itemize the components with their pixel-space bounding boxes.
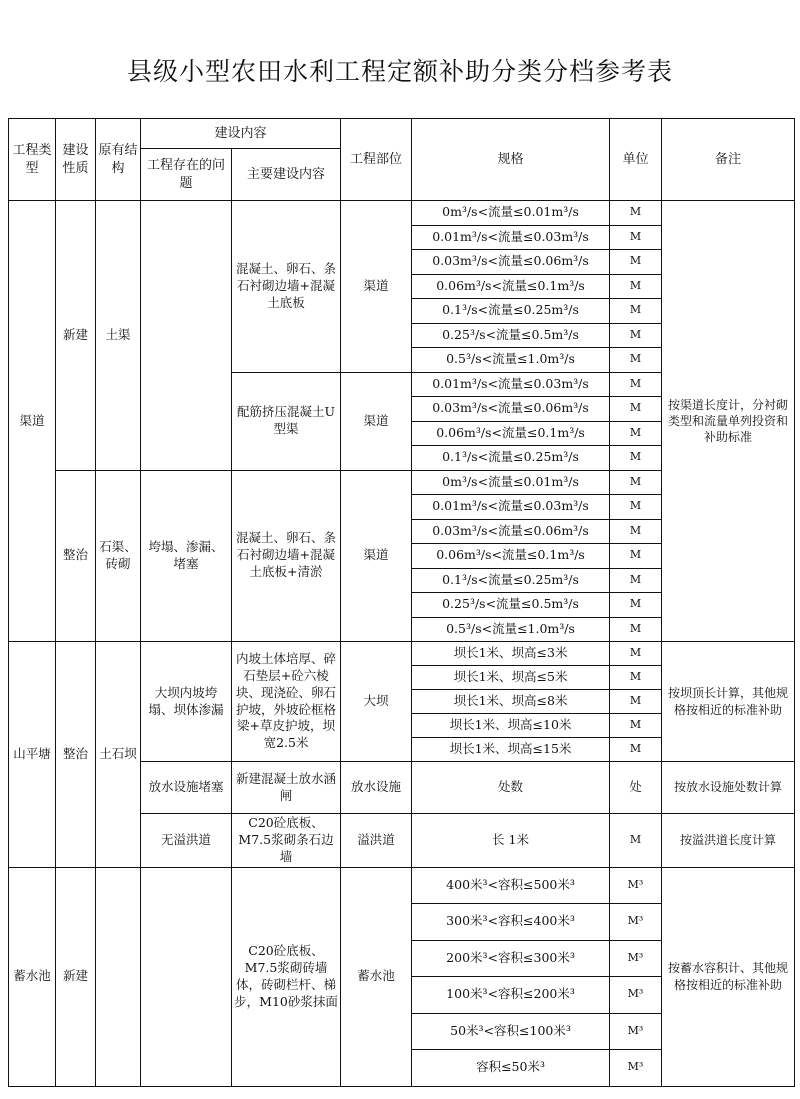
header-nature: 建设性质	[56, 119, 96, 201]
pond-type: 山平塘	[9, 642, 56, 868]
table-row	[9, 867, 795, 904]
unit-cell: M	[610, 274, 662, 299]
tank-main: C20砼底板、M7.5浆砌砖墙体，砖砌栏杆、梯步，M10砂浆抹面	[232, 867, 341, 1086]
page-title: 县级小型农田水利工程定额补助分类分档参考表	[126, 57, 673, 86]
spec-cell: 0.03m³/s<流量≤0.06m³/s	[412, 519, 610, 544]
canal-new-nature: 新建	[56, 201, 96, 471]
unit-cell: M	[610, 225, 662, 250]
canal-fix-problem: 垮塌、渗漏、堵塞	[141, 470, 232, 642]
spec-cell: 0.1³/s<流量≤0.25m³/s	[412, 446, 610, 471]
header-problem: 工程存在的问题	[141, 149, 232, 201]
spec-cell: 0.25³/s<流量≤0.5m³/s	[412, 593, 610, 618]
canal-fix-nature: 整治	[56, 470, 96, 642]
pond-remark-1: 按坝顶长计算，其他规格按相近的标准补助	[662, 642, 795, 762]
unit-cell: M	[610, 397, 662, 422]
canal-part-3: 渠道	[341, 470, 412, 642]
unit-cell: M³	[610, 940, 662, 977]
pond-part-1: 大坝	[341, 642, 412, 762]
pond-problem-3: 无溢洪道	[141, 814, 232, 868]
spec-cell: 0m³/s<流量≤0.01m³/s	[412, 470, 610, 495]
header-content: 建设内容	[141, 119, 341, 149]
spec-cell: 0.06m³/s<流量≤0.1m³/s	[412, 544, 610, 569]
canal-new-problem	[141, 201, 232, 471]
unit-cell: M	[610, 617, 662, 642]
unit-cell: M	[610, 714, 662, 738]
pond-remark-3: 按溢洪道长度计算	[662, 814, 795, 868]
table-row	[9, 642, 795, 666]
canal-part-2: 渠道	[341, 372, 412, 470]
spec-cell: 0.25³/s<流量≤0.5m³/s	[412, 323, 610, 348]
unit-cell: M	[610, 201, 662, 226]
spec-cell: 0.1³/s<流量≤0.25m³/s	[412, 299, 610, 324]
pond-main-2: 新建混凝土放水涵闸	[232, 762, 341, 814]
unit-cell: M	[610, 519, 662, 544]
pond-spec-2: 处数	[412, 762, 610, 814]
spec-cell: 50米³<容积≤100米³	[412, 1013, 610, 1050]
unit-cell: M³	[610, 1013, 662, 1050]
pond-unit-2: 处	[610, 762, 662, 814]
spec-cell: 坝长1米、坝高≤3米	[412, 642, 610, 666]
spec-cell: 0.01m³/s<流量≤0.03m³/s	[412, 225, 610, 250]
unit-cell: M	[610, 421, 662, 446]
canal-fix-structure: 石渠、砖砌	[96, 470, 141, 642]
spec-cell: 0.06m³/s<流量≤0.1m³/s	[412, 274, 610, 299]
pond-part-3: 溢洪道	[341, 814, 412, 868]
unit-cell: M	[610, 470, 662, 495]
spec-cell: 0.5³/s<流量≤1.0m³/s	[412, 348, 610, 373]
spec-cell: 200米³<容积≤300米³	[412, 940, 610, 977]
unit-cell: M	[610, 738, 662, 762]
spec-cell: 容积≤50米³	[412, 1050, 610, 1087]
unit-cell: M	[610, 250, 662, 275]
tank-nature: 新建	[56, 867, 96, 1086]
pond-structure: 土石坝	[96, 642, 141, 868]
pond-unit-3: M	[610, 814, 662, 868]
unit-cell: M³	[610, 867, 662, 904]
pond-problem-1: 大坝内坡垮塌、坝体渗漏	[141, 642, 232, 762]
spec-cell: 300米³<容积≤400米³	[412, 904, 610, 941]
pond-remark-2: 按放水设施处数计算	[662, 762, 795, 814]
unit-cell: M	[610, 666, 662, 690]
table-row	[9, 119, 795, 149]
unit-cell: M	[610, 446, 662, 471]
canal-main-1: 混凝土、卵石、条石衬砌边墙+混凝土底板	[232, 201, 341, 373]
header-main: 主要建设内容	[232, 149, 341, 201]
tank-type: 蓄水池	[9, 867, 56, 1086]
header-remark: 备注	[662, 119, 795, 201]
spec-cell: 0.1³/s<流量≤0.25m³/s	[412, 568, 610, 593]
unit-cell: M	[610, 348, 662, 373]
unit-cell: M	[610, 299, 662, 324]
canal-main-2: 配筋挤压混凝土U型渠	[232, 372, 341, 470]
tank-structure	[96, 867, 141, 1086]
pond-nature: 整治	[56, 642, 96, 868]
canal-main-3: 混凝土、卵石、条石衬砌边墙+混凝土底板+清淤	[232, 470, 341, 642]
unit-cell: M³	[610, 1050, 662, 1087]
subsidy-table	[8, 118, 795, 1087]
unit-cell: M	[610, 690, 662, 714]
unit-cell: M	[610, 495, 662, 520]
canal-remark: 按渠道长度计，分衬砌类型和流量单列投资和补助标准	[662, 201, 795, 642]
unit-cell: M	[610, 323, 662, 348]
pond-part-2: 放水设施	[341, 762, 412, 814]
canal-part-1: 渠道	[341, 201, 412, 373]
unit-cell: M	[610, 593, 662, 618]
tank-part: 蓄水池	[341, 867, 412, 1086]
pond-main-3: C20砼底板、M7.5浆砌条石边墙	[232, 814, 341, 868]
header-part: 工程部位	[341, 119, 412, 201]
canal-type: 渠道	[9, 201, 56, 642]
unit-cell: M³	[610, 977, 662, 1014]
header-type: 工程类型	[9, 119, 56, 201]
table-row	[9, 201, 795, 226]
unit-cell: M	[610, 568, 662, 593]
tank-remark: 按蓄水容积计、其他规格按相近的标准补助	[662, 867, 795, 1086]
spec-cell: 0.01m³/s<流量≤0.03m³/s	[412, 372, 610, 397]
unit-cell: M	[610, 642, 662, 666]
spec-cell: 坝长1米、坝高≤5米	[412, 666, 610, 690]
unit-cell: M	[610, 372, 662, 397]
pond-main-1: 内坡土体培厚、碎石垫层+砼六棱块、现浇砼、卵石护坡，外坡砼框格梁+草皮护坡，坝宽2.5米	[232, 642, 341, 762]
canal-new-structure: 土渠	[96, 201, 141, 471]
pond-problem-2: 放水设施堵塞	[141, 762, 232, 814]
tank-problem	[141, 867, 232, 1086]
spec-cell: 0.03m³/s<流量≤0.06m³/s	[412, 250, 610, 275]
spec-cell: 坝长1米、坝高≤8米	[412, 690, 610, 714]
spec-cell: 坝长1米、坝高≤10米	[412, 714, 610, 738]
spec-cell: 0.03m³/s<流量≤0.06m³/s	[412, 397, 610, 422]
unit-cell: M³	[610, 904, 662, 941]
unit-cell: M	[610, 544, 662, 569]
header-structure: 原有结构	[96, 119, 141, 201]
header-spec: 规格	[412, 119, 610, 201]
spec-cell: 0.06m³/s<流量≤0.1m³/s	[412, 421, 610, 446]
spec-cell: 0m³/s<流量≤0.01m³/s	[412, 201, 610, 226]
header-unit: 单位	[610, 119, 662, 201]
spec-cell: 0.5³/s<流量≤1.0m³/s	[412, 617, 610, 642]
spec-cell: 坝长1米、坝高≤15米	[412, 738, 610, 762]
spec-cell: 100米³<容积≤200米³	[412, 977, 610, 1014]
spec-cell: 400米³<容积≤500米³	[412, 867, 610, 904]
spec-cell: 0.01m³/s<流量≤0.03m³/s	[412, 495, 610, 520]
pond-spec-3: 长 1米	[412, 814, 610, 868]
